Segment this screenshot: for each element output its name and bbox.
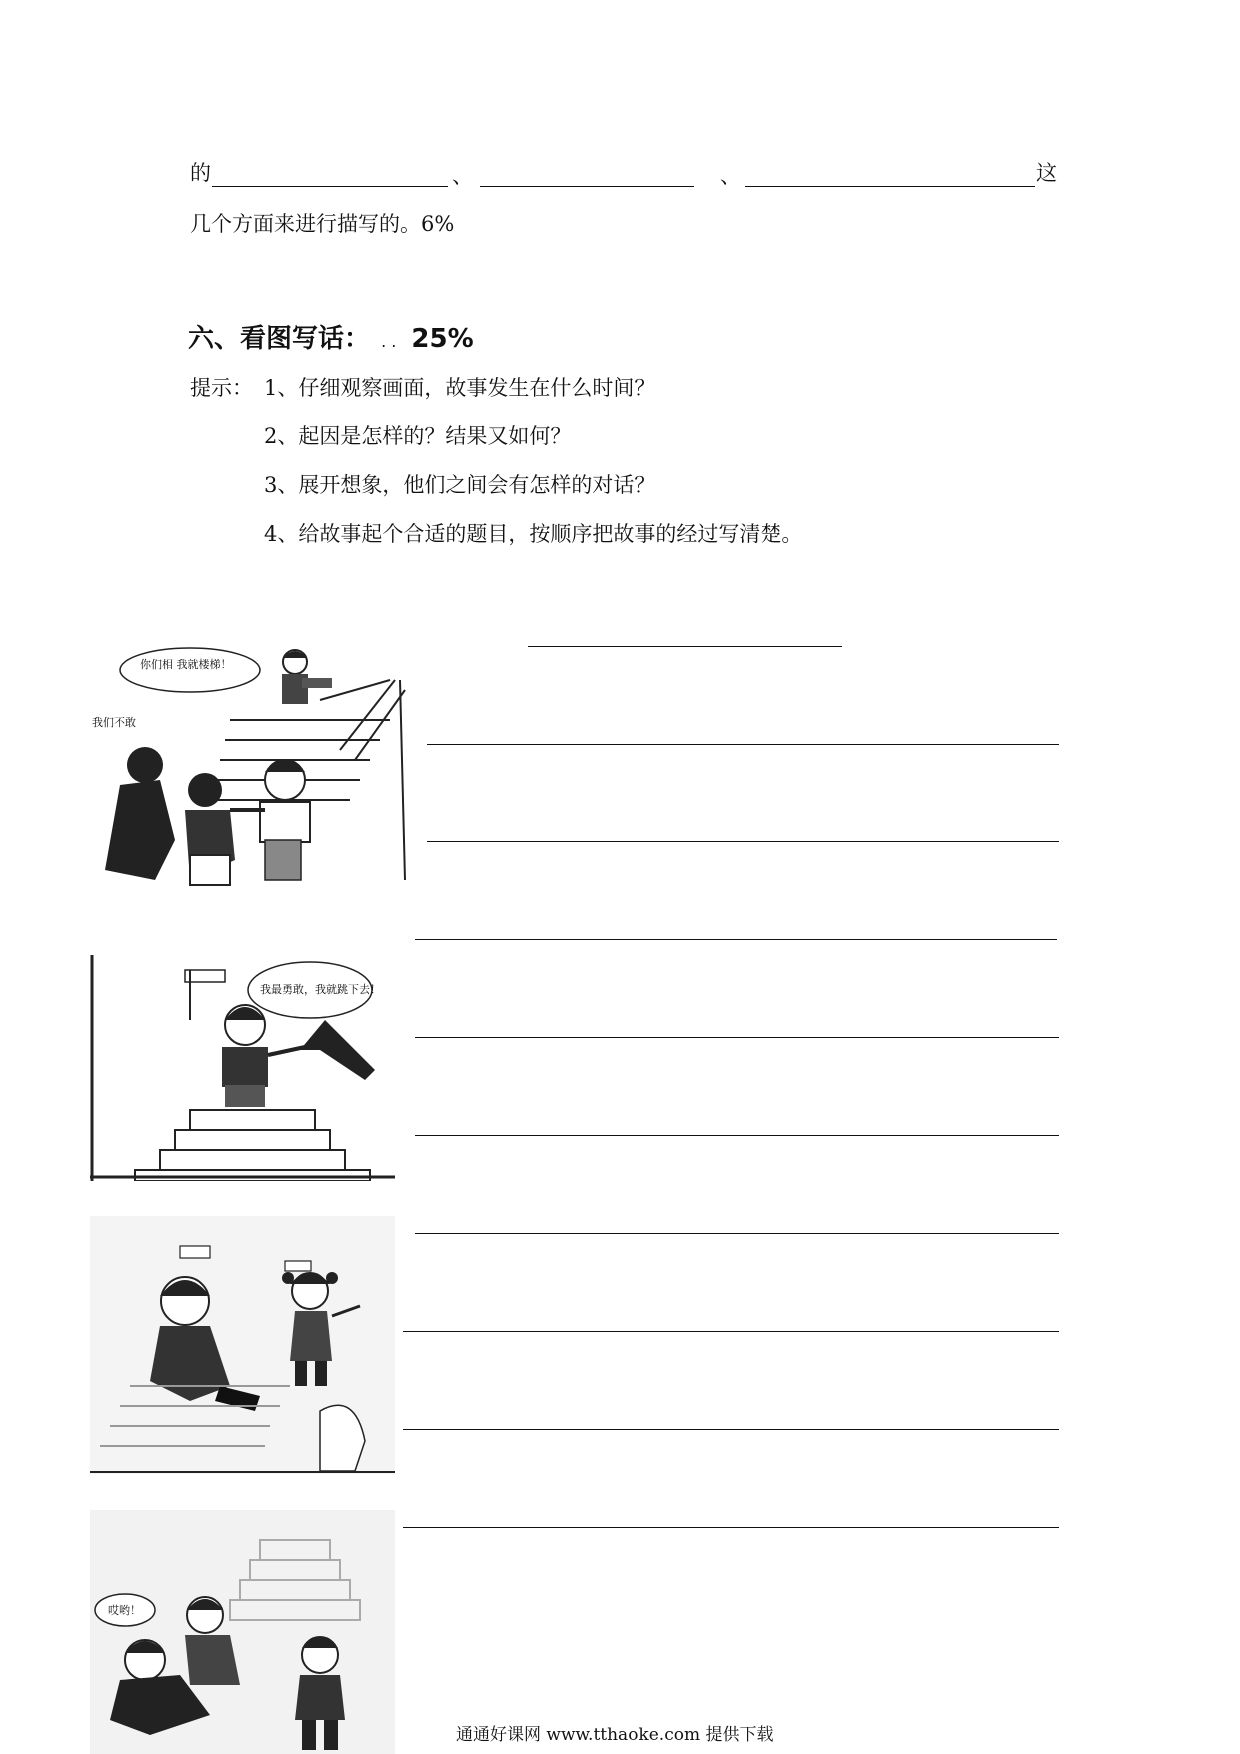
answer-blank-1[interactable] [212,186,448,187]
comic-panel-2 [90,955,395,1181]
prev-question-suffix: 这 [1036,161,1057,185]
hint-3: 3、展开想象，他们之间会有怎样的对话？ [264,473,656,497]
comic-panel-1 [90,640,408,886]
writing-line-8[interactable] [403,1429,1059,1430]
comic-panel-4-illustration [90,1510,395,1754]
separator-2: 、 [720,164,741,188]
story-title-blank[interactable] [528,646,842,647]
writing-line-4[interactable] [415,1037,1059,1038]
comic-panel-1-illustration [90,640,408,886]
comic-panel-3-illustration [90,1216,395,1474]
hint-label: 提示： [190,376,253,400]
writing-line-9[interactable] [403,1527,1059,1528]
writing-line-3[interactable] [415,939,1057,940]
panel4-bubble: 哎哟！ [108,1604,141,1617]
hint-2: 2、起因是怎样的？结果又如何？ [264,424,572,448]
section-score: 25% [411,324,474,354]
separator-1: 、 [452,164,473,188]
section-title: 六、看图写话： [188,324,371,354]
footer-credit: 通通好课网 www.tthaoke.com 提供下载 [456,1725,774,1745]
comic-panel-4 [90,1510,395,1754]
panel2-bubble: 我最勇敢，我就跳下去！ [260,983,381,996]
hint-4: 4、给故事起个合适的题目，按顺序把故事的经过写清楚。 [264,522,803,546]
hint-1: 1、仔细观察画面，故事发生在什么时间？ [264,376,656,400]
writing-line-1[interactable] [427,744,1059,745]
comic-panel-2-illustration [90,955,395,1181]
prev-question-prefix: 的 [190,161,211,185]
answer-blank-2[interactable] [480,186,694,187]
section-dots: . . [381,332,397,351]
writing-line-6[interactable] [415,1233,1059,1234]
panel1-bubble-b: 我们不敢 [92,716,136,729]
writing-line-2[interactable] [427,841,1059,842]
answer-blank-3[interactable] [745,186,1035,187]
writing-line-7[interactable] [403,1331,1059,1332]
prev-question-line2: 几个方面来进行描写的。6% [190,212,455,236]
panel1-bubble-a: 你们相 我就楼梯！ [140,658,232,671]
writing-line-5[interactable] [415,1135,1059,1136]
comic-panel-3 [90,1216,395,1474]
section-heading [188,318,474,355]
